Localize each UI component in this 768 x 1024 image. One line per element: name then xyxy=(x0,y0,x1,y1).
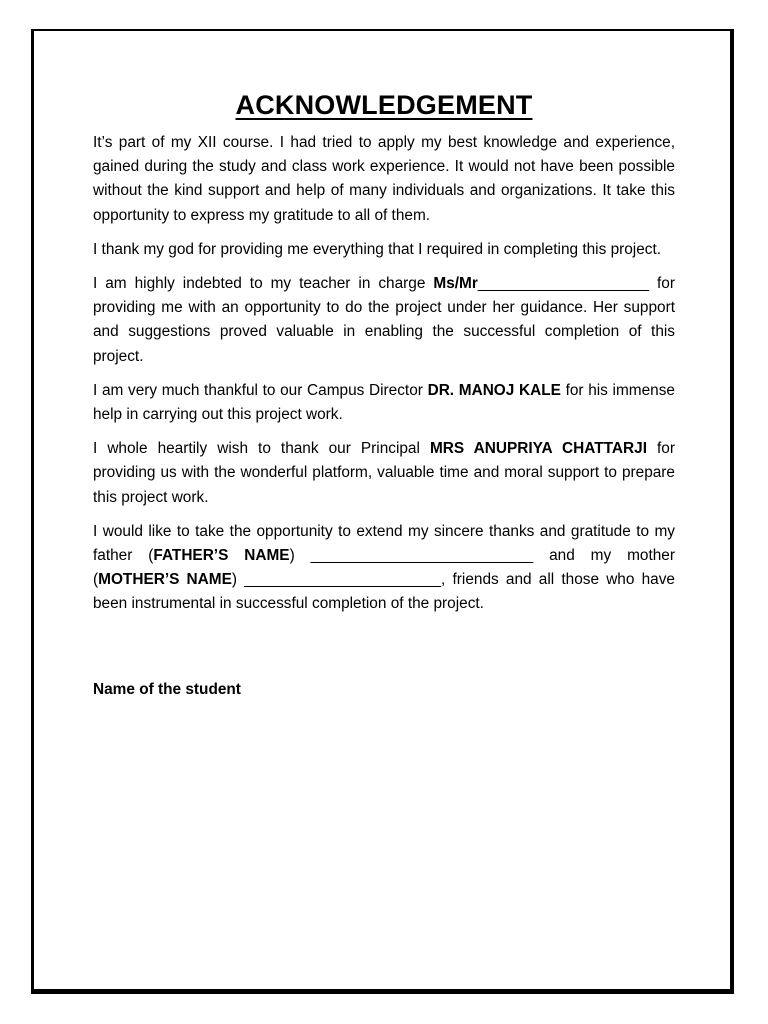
document-title: ACKNOWLEDGEMENT xyxy=(235,90,533,120)
paragraph-intro xyxy=(93,131,675,228)
director-name: DR. MANOJ KALE xyxy=(427,381,561,399)
paragraph-principal-rest: for providing us with the wonderful platform, valuable time and moral support to prepare this project work. xyxy=(93,440,675,506)
paragraph-parents xyxy=(93,520,675,617)
paragraph-director xyxy=(93,379,675,427)
paragraph-god-text: I thank my god for providing me everything that I required in completing this project. xyxy=(93,240,662,258)
paragraph-director-lead: I am very much thankful to our Campus Director xyxy=(93,381,428,399)
paragraph-parents-part3: ) _______________________, friends and all those who have been instrumental in successful completion of the project. xyxy=(93,571,675,613)
paragraph-teacher-lead: I am highly indebted to my teacher in charge xyxy=(93,275,434,293)
paragraph-god xyxy=(93,238,675,262)
father-name-label: FATHER’S NAME xyxy=(153,547,290,565)
mother-name-label: MOTHER’S NAME xyxy=(98,571,232,589)
teacher-name-label: Ms/Mr xyxy=(433,275,478,293)
principal-name: MRS ANUPRIYA CHATTARJI xyxy=(429,440,647,458)
acknowledgement-document xyxy=(93,90,675,699)
paragraph-parents-part1: I would like to take the opportunity to extend my sincere thanks and gratitude to my father ( xyxy=(93,522,675,565)
paragraph-parents-part2: ) __________________________ and my mother ( xyxy=(93,547,675,589)
paragraph-director-rest: for his immense help in carrying out this project work. xyxy=(93,381,675,424)
paragraph-teacher-rest: ____________________ for providing me with an opportunity to do the project under her guidance. Her support and suggestions proved valuable in enabling the successful completion of this project. xyxy=(93,275,675,365)
paragraph-principal xyxy=(93,437,675,510)
paragraph-intro-text: It’s part of my XII course. I had tried to apply my best knowledge and experience, gained during the study and class work experience. It would not have been possible without the kind support and help of many individuals and organizations. It take this opportunity to express my gratitude to all of them. xyxy=(93,134,675,224)
paragraph-principal-lead: I whole heartily wish to thank our Principal xyxy=(93,440,430,458)
student-name-label: Name of the student xyxy=(93,680,241,698)
paragraph-teacher xyxy=(93,272,675,369)
